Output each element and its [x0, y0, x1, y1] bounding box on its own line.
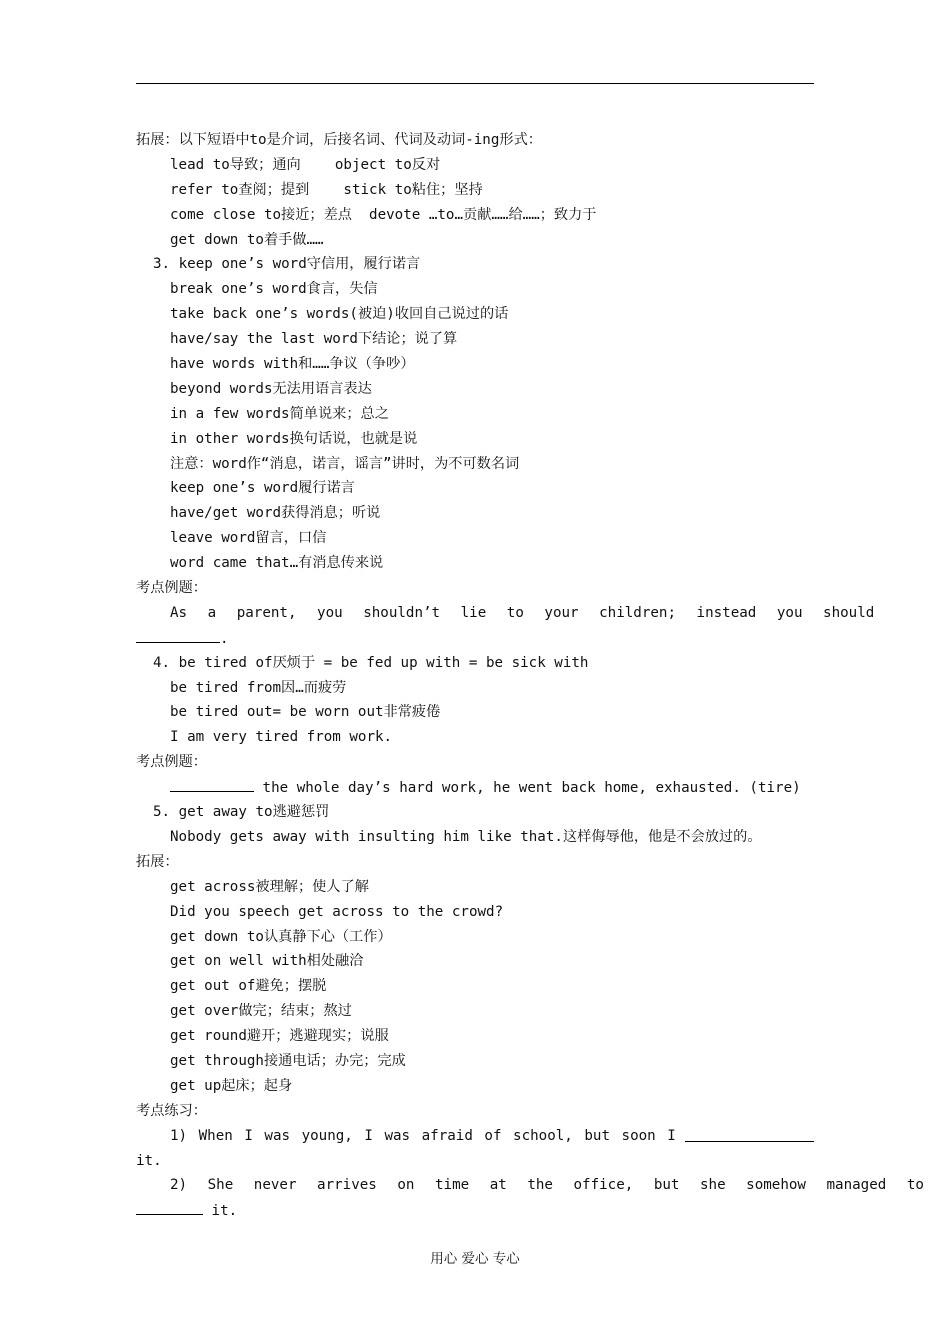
- exercise-line: [136, 1124, 816, 1149]
- phrase-line: come close to接近；差点 devote …to…贡献……给……；致力于: [170, 206, 597, 223]
- example-blank-line: [136, 626, 816, 651]
- numbered-item: 3. keep one’s word守信用，履行诺言: [153, 256, 421, 273]
- section-heading: 拓展：: [136, 853, 179, 870]
- phrase-line: get down to着手做……: [170, 231, 324, 248]
- phrase-line: get over做完；结束；熬过: [170, 1003, 352, 1020]
- numbered-item: 4. be tired of厌烦于 = be fed up with = be sick with: [153, 654, 589, 671]
- page-footer: 用心 爱心 专心: [430, 1251, 520, 1267]
- phrase-line: get out of避免；摆脱: [170, 978, 327, 995]
- phrase-line: get across被理解；使人了解: [170, 878, 369, 895]
- exercise-continuation: it.: [136, 1152, 162, 1169]
- phrase-line: get up起床；起身: [170, 1077, 293, 1094]
- section-heading: 考点例题：: [136, 754, 207, 771]
- phrase-line: beyond words无法用语言表达: [170, 380, 372, 397]
- document-body: [136, 128, 924, 1223]
- phrase-line: get down to认真静下心（工作）: [170, 928, 392, 945]
- answer-blank[interactable]: [170, 775, 254, 792]
- phrase-line: break one’s word食言，失信: [170, 281, 378, 298]
- example-sentence: As a parent, you shouldn’t lie to your children; instead you should: [170, 604, 875, 621]
- section-heading: 拓展：以下短语中to是介词，后接名词、代词及动词-ing形式：: [136, 132, 542, 148]
- phrase-line: get through接通电话；办完；完成: [170, 1052, 406, 1069]
- phrase-line: leave word留言，口信: [170, 530, 327, 547]
- phrase-line: have/get word获得消息；听说: [170, 505, 381, 522]
- header-rule: [136, 83, 814, 84]
- example-sentence: the whole day’s hard work, he went back home, exhausted. (tire): [254, 780, 801, 797]
- answer-blank[interactable]: [136, 626, 220, 643]
- exercise-text: 1) When I was young, I was afraid of school, but soon I: [170, 1127, 676, 1144]
- exercise-line: 2) She never arrives on time at the office, but she somehow managed to: [170, 1177, 924, 1194]
- phrase-line: be tired from因…而疲劳: [170, 679, 347, 696]
- numbered-item: 5. get away to逃避惩罚: [153, 804, 330, 821]
- phrase-line: have words with和……争议（争吵）: [170, 356, 415, 373]
- section-heading: 考点练习：: [136, 1102, 207, 1119]
- note-line: 注意：word作“消息，诺言，谣言”讲时，为不可数名词: [170, 455, 520, 472]
- phrase-line: take back one’s words(被迫)收回自己说过的话: [170, 306, 509, 323]
- phrase-line: be tired out= be worn out非常疲倦: [170, 704, 441, 721]
- example-sentence: Nobody gets away with insulting him like that.这样侮辱他，他是不会放过的。: [170, 828, 762, 845]
- phrase-line: refer to查阅；提到 stick to粘住；坚持: [170, 181, 483, 198]
- example-sentence: I am very tired from work.: [170, 729, 393, 746]
- phrase-line: have/say the last word下结论；说了算: [170, 331, 458, 348]
- exercise-blank-line: [136, 1198, 816, 1223]
- phrase-line: in a few words简单说来；总之: [170, 405, 389, 422]
- exercise-continuation: it.: [203, 1203, 238, 1220]
- section-heading: 考点例题：: [136, 580, 207, 597]
- example-sentence: Did you speech get across to the crowd?: [170, 903, 504, 920]
- answer-blank[interactable]: [136, 1198, 203, 1215]
- phrase-line: get round避开；逃避现实；说服: [170, 1028, 389, 1045]
- phrase-line: word came that…有消息传来说: [170, 555, 384, 572]
- answer-blank[interactable]: [685, 1124, 814, 1142]
- example-blank-line: [136, 775, 816, 800]
- phrase-line: keep one’s word履行诺言: [170, 480, 355, 497]
- period: .: [220, 630, 229, 647]
- phrase-line: get on well with相处融洽: [170, 953, 364, 970]
- phrase-line: lead to导致；通向 object to反对: [170, 156, 441, 173]
- phrase-line: in other words换句话说，也就是说: [170, 430, 418, 447]
